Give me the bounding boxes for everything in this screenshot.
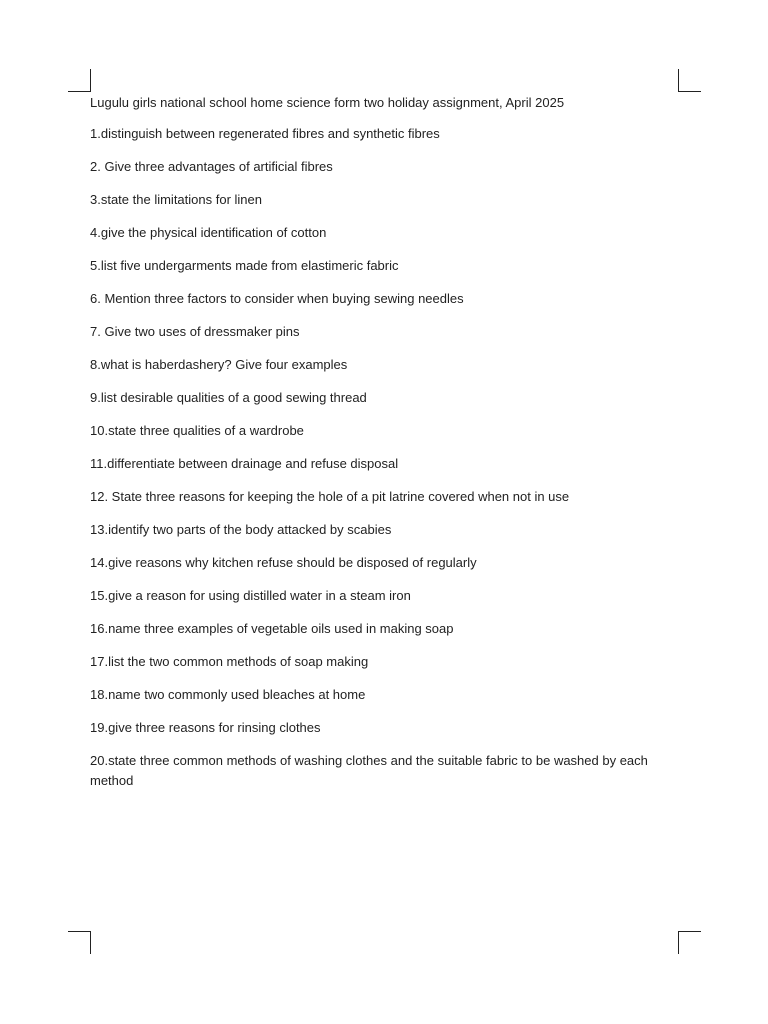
question-20: 20.state three common methods of washing clothes and the suitable fabric to be washed by each method [90,753,648,788]
question-8: 8.what is haberdashery? Give four examples [90,357,348,372]
question-15: 15.give a reason for using distilled water in a steam iron [90,588,411,603]
assignment-title: Lugulu girls national school home science form two holiday assignment, April 2025 [90,95,565,110]
crop-mark-bottom-left [68,931,91,954]
question-17: 17.list the two common methods of soap making [90,654,369,669]
question-7: 7. Give two uses of dressmaker pins [90,324,300,339]
question-13: 13.identify two parts of the body attacked by scabies [90,522,392,537]
question-11: 11.differentiate between drainage and refuse disposal [90,456,399,471]
question-3: 3.state the limitations for linen [90,192,262,207]
crop-mark-top-left [68,69,91,92]
question-19: 19.give three reasons for rinsing clothes [90,720,321,735]
question-18: 18.name two commonly used bleaches at home [90,687,366,702]
assignment-content [90,94,688,791]
question-list [90,124,688,791]
question-1: 1.distinguish between regenerated fibres and synthetic fibres [90,126,440,141]
question-5: 5.list five undergarments made from elastimeric fabric [90,258,399,273]
question-6: 6. Mention three factors to consider when buying sewing needles [90,291,464,306]
crop-mark-top-right [678,69,701,92]
question-10: 10.state three qualities of a wardrobe [90,423,304,438]
question-16: 16.name three examples of vegetable oils used in making soap [90,621,454,636]
crop-mark-bottom-right [678,931,701,954]
question-4: 4.give the physical identification of cotton [90,225,327,240]
question-14: 14.give reasons why kitchen refuse should be disposed of regularly [90,555,477,570]
question-2: 2. Give three advantages of artificial fibres [90,159,333,174]
question-9: 9.list desirable qualities of a good sewing thread [90,390,367,405]
question-12: 12. State three reasons for keeping the hole of a pit latrine covered when not in use [90,489,570,504]
